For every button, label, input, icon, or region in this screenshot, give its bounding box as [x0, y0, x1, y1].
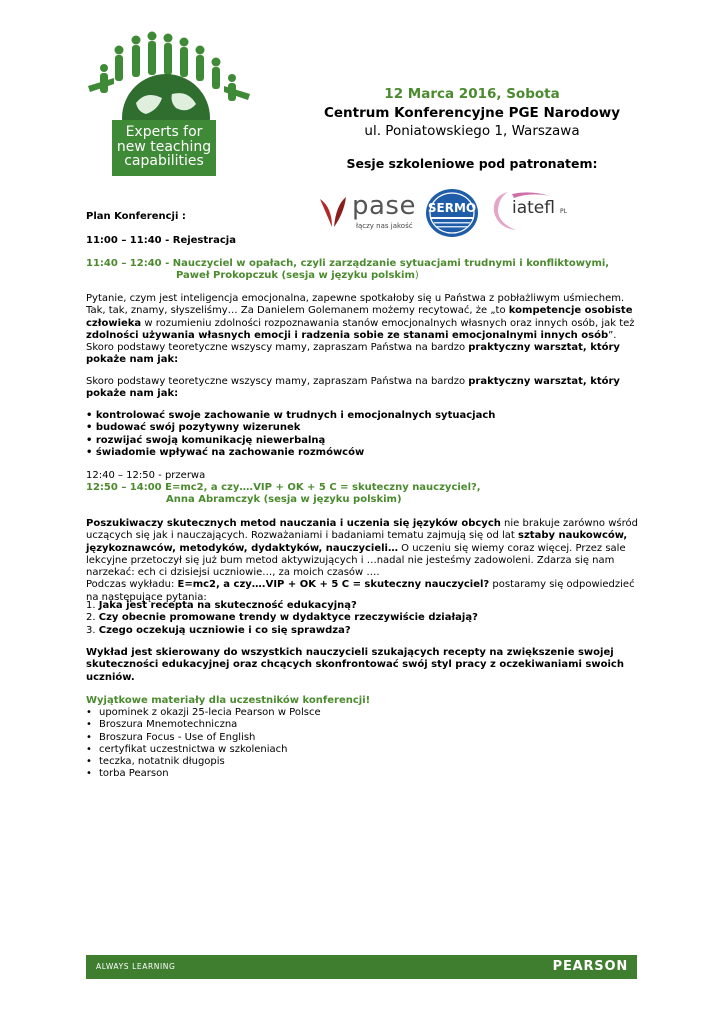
event-venue: Centrum Konferencyjne PGE Narodowy: [323, 105, 621, 121]
session1-line1: 11:40 – 12:40 - Nauczyciel w opałach, czyli zarządzanie sytuacjami trudnymi i konfliktowymi,: [86, 258, 610, 269]
p1-text-2: w rozumieniu zdolności rozpoznawania stanów emocjonalnych własnych oraz innych osób, jak też: [141, 317, 635, 329]
materials-item: • torba Pearson: [86, 768, 642, 780]
session2-speaker: Anna Abramczyk (sesja w języku polskim): [166, 494, 402, 506]
paragraph-emotional-intelligence: [86, 293, 642, 367]
skills-list: [86, 410, 642, 459]
question-text: Czy obecnie promowane trendy w dydaktyce rzeczywiście działają?: [98, 612, 478, 624]
iatefl-name: iatefl: [512, 198, 555, 218]
p2-bold-1: praktyczny warsztat, który pokaże nam jak:: [86, 376, 620, 400]
p1-bold-3: praktyczny warsztat, który pokaże nam jak:: [86, 342, 620, 366]
p3-bold-1: Poszukiwaczy skutecznych metod nauczania i uczenia się języków obcych: [86, 518, 501, 529]
session2-line1: 12:50 – 14:00 E=mc2, a czy….VIP + OK + 5 C = skuteczny nauczyciel?,: [86, 482, 481, 493]
p3-text-2: O uczeniu się wiemy coraz więcej. Przez sale lekcyjne przetoczył się już bum metod aktywizujących i …nadal nie jesteśmy zadowoleni. Zdarza się nam narzekać: ech ci dzisiejsi uczniowie…, za moich czasów ….: [86, 542, 626, 579]
logo-line-1: Experts for: [125, 124, 203, 140]
break-slot: 12:40 – 12:50 - przerwa: [86, 470, 206, 481]
paragraph-workshop-invite: [86, 376, 642, 401]
event-date: 12 Marca 2016, Sobota: [384, 86, 560, 102]
materials-heading: Wyjątkowe materiały dla uczestników konferencji!: [86, 695, 371, 706]
p2-text-1: Skoro podstawy teoretyczne wszyscy mamy, zapraszam Państwa na bardzo: [86, 376, 469, 387]
pase-tagline: łączy nas jakość: [356, 222, 413, 230]
p3-text-1: nie brakuje zarówno wśród uczących się jak i nauczających. Rozważaniami i badaniami tematu zajmują się od lat: [86, 518, 638, 542]
iatefl-suffix: PL: [560, 208, 567, 215]
event-address: ul. Poniatowskiego 1, Warszawa: [364, 123, 580, 139]
questions-list: [86, 600, 642, 637]
session1-speaker: Paweł Prokopczuk (sesja w języku polskim: [176, 270, 415, 282]
skill-item: • kontrolować swoje zachowanie w trudnych i emocjonalnych sytuacjach: [86, 410, 496, 421]
materials-item: • Broszura Focus - Use of English: [86, 732, 642, 744]
p1-bold-1: kompetencje osobiste człowieka: [86, 305, 633, 329]
logo-line-2: new teaching: [116, 138, 212, 155]
p3-bold-3: E=mc2, a czy….VIP + OK + 5 C = skuteczny nauczyciel?: [177, 579, 490, 591]
materials-item: • teczka, notatnik długopis: [86, 756, 642, 768]
session1-paren: ): [414, 270, 419, 282]
materials-item: • certyfikat uczestnictwa w szkoleniach: [86, 744, 642, 756]
iatefl-logo: [490, 188, 572, 232]
p3-text-4: postaramy się odpowiedzieć na następujące pytania:: [86, 579, 635, 603]
registration-slot: 11:00 – 11:40 - Rejestracja: [86, 235, 236, 246]
skill-item: • budować swój pozytywny wizerunek: [86, 422, 301, 434]
question-text: Jaka jest recepta na skuteczność edukacyjną?: [98, 600, 357, 611]
materials-item: • Broszura Mnemotechniczna: [86, 719, 642, 731]
p1-text-1: Pytanie, czym jest inteligencja emocjonalna, zapewne spotkałoby się u Państwa z pobłażliwym uśmiechem. Tak, tak, znamy, słyszeliśmy… Za Danielem Golemanem możemy recytować, że „to: [86, 293, 625, 317]
skill-item: • rozwijać swoją komunikację niewerbalną: [86, 434, 326, 446]
materials-list: [86, 707, 642, 781]
footer-brand: PEARSON: [552, 959, 628, 974]
experts-logo: [84, 28, 254, 178]
logo-line-3: capabilities: [124, 153, 204, 169]
pearson-footer-bar: [86, 955, 637, 979]
materials-item: • upominek z okazji 25-lecia Pearson w Polsce: [86, 707, 642, 719]
paragraph-methods: [86, 518, 642, 604]
skill-item: • świadomie wpływać na zachowanie rozmówców: [86, 446, 365, 458]
p3-bold-2: sztaby naukowców, językoznawców, metodyków, dydaktyków, nauczycieli…: [86, 530, 628, 554]
question-number: 3.: [86, 624, 99, 636]
plan-heading: Plan Konferencji :: [86, 211, 186, 222]
question-number: 2.: [86, 612, 99, 624]
question-text: Czego oczekują uczniowie i co się sprawdza?: [98, 624, 351, 636]
audience-paragraph: Wykład jest skierowany do wszystkich nauczycieli szukających recepty na zwiększenie swojej skuteczności edukacyjnej oraz chcących skonfrontować swój styl pracy z oczekiwaniami swoich uczniów.: [86, 647, 624, 683]
question-item: [86, 612, 642, 624]
p1-text-3: ”. Skoro podstawy teoretyczne wszyscy mamy, zapraszam Państwa na bardzo: [86, 329, 617, 354]
pase-name: pase: [352, 191, 416, 221]
session1-title: [86, 258, 642, 283]
question-item: [86, 625, 642, 637]
p3-text-3: Podczas wykładu:: [86, 579, 178, 591]
patronage-heading: Sesje szkoleniowe pod patronatem:: [346, 156, 598, 171]
footer-tagline: ALWAYS LEARNING: [96, 962, 176, 971]
p1-bold-2: zdolności używania własnych emocji i radzenia sobie ze stanami emocjonalnymi innych osób: [86, 329, 609, 341]
session2-title: [86, 482, 642, 507]
question-number: 1.: [86, 600, 99, 611]
question-item: [86, 600, 642, 612]
sermo-name: SERMO: [427, 201, 477, 215]
